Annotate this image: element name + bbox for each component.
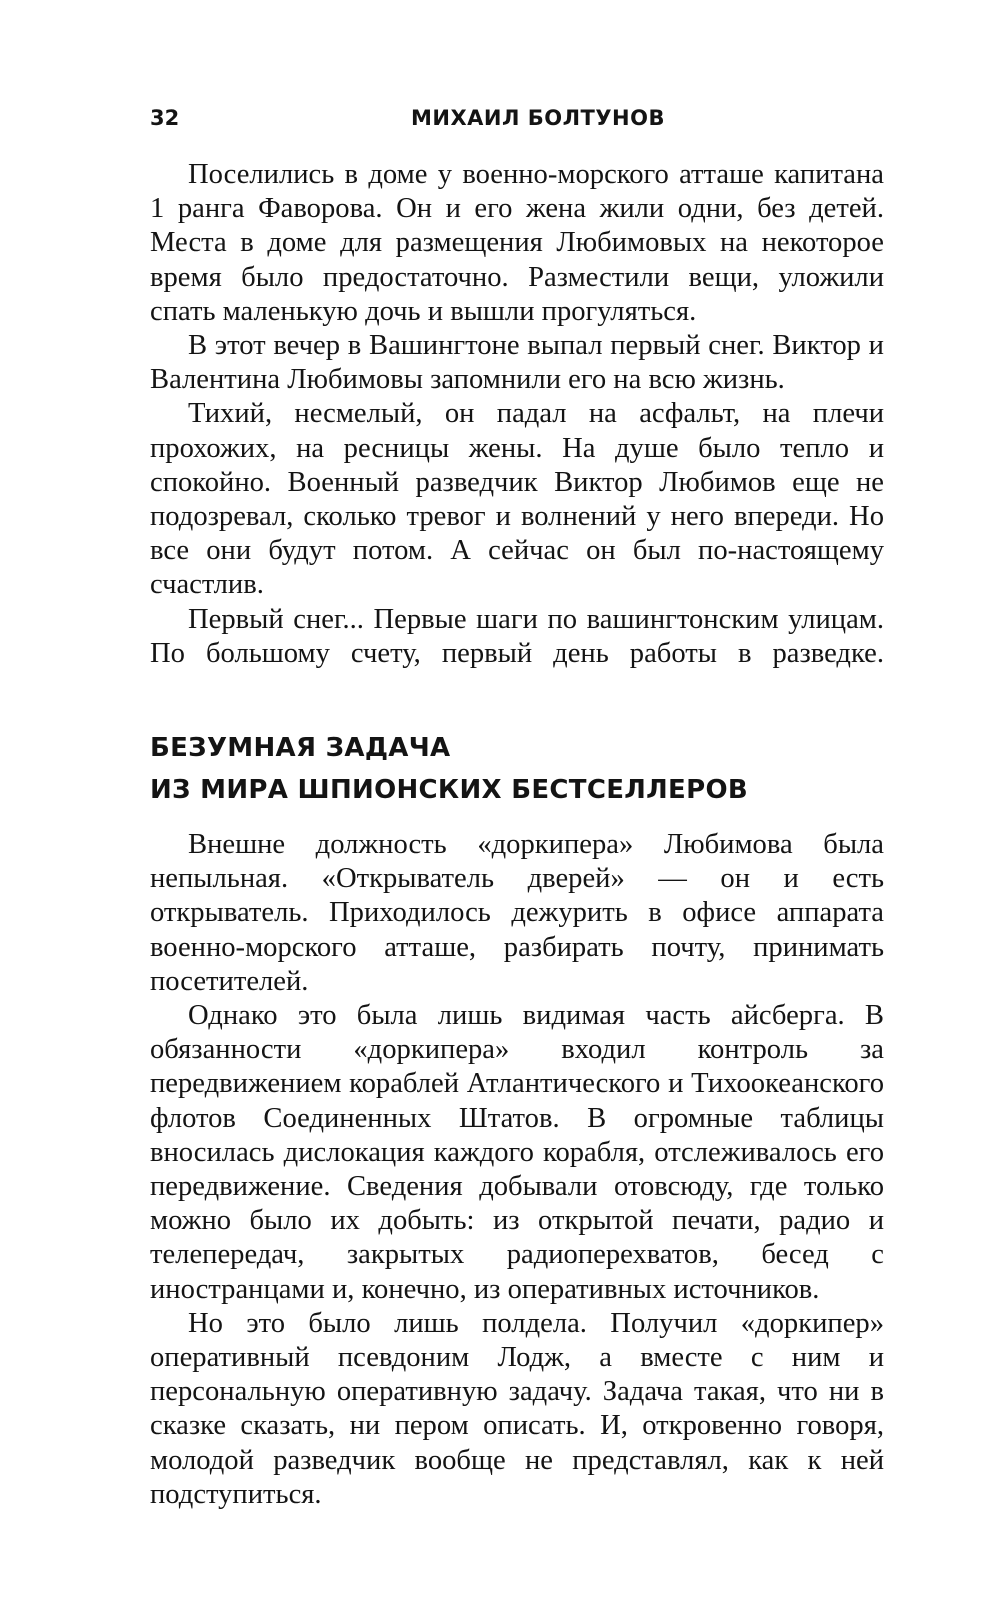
running-head <box>150 106 884 136</box>
page-number: 32 <box>150 106 180 130</box>
chapter-heading-line-2: ИЗ МИРА ШПИОНСКИХ БЕСТСЕЛЛЕРОВ <box>150 775 748 805</box>
section-text-1 <box>150 158 884 671</box>
paragraph: Поселились в доме у военно-морского атташе капитана 1 ранга Фаворова. Он и его жена жили одни, без детей. Места в доме для размещения Любимовых на некоторое время было предостаточно. Разместили вещи, уложили спать маленькую дочь и вышли прогуляться. <box>150 159 884 327</box>
paragraph: В этот вечер в Вашингтоне выпал первый снег. Виктор и Валентина Любимовы запомнили его на всю жизнь. <box>150 330 884 396</box>
paragraph: Но это было лишь полдела. Получил «доркипер» оперативный псевдоним Лодж, а вместе с ним и персональную оперативную задачу. Задача такая, что ни в сказке сказать, ни пером описать. И, откровенно говоря, молодой разведчик вообще не представлял, как к ней подступиться. <box>150 1307 884 1510</box>
chapter-heading-line-1: БЕЗУМНАЯ ЗАДАЧА <box>150 733 451 763</box>
running-head-author: МИХАИЛ БОЛТУНОВ <box>411 106 665 130</box>
chapter-heading <box>150 727 884 811</box>
section-text-2 <box>150 828 884 1512</box>
paragraph: Первый снег... Первые шаги по вашингтонским улицам. По большому счету, первый день работы в разведке. <box>150 603 884 669</box>
paragraph: Однако это была лишь видимая часть айсберга. В обязанности «доркипера» входил контроль за передвижением кораблей Атлантического и Тихоокеанского флотов Соединенных Штатов. В огромные таблицы вносилась дислокация каждого корабля, отслеживалось его передвижение. Сведения добывали отовсюду, где только можно было их добыть: из открытой печати, радио и телепередач, закрытых радиоперехватов, бесед с иностранцами и, конечно, из оперативных источников. <box>150 1000 884 1305</box>
paragraph: Тихий, несмелый, он падал на асфальт, на плечи прохожих, на ресницы жены. На душе было тепло и спокойно. Военный разведчик Виктор Любимов еще не подозревал, сколько тревог и волнений у него впереди. Но все они будут потом. А сейчас он был по-настоящему счастлив. <box>150 398 884 601</box>
paragraph: Внешне должность «доркипера» Любимова была непыльная. «Открыватель дверей» — он и есть открыватель. Приходилось дежурить в офисе аппарата военно-морского атташе, разбирать почту, принимать посетителей. <box>150 829 884 997</box>
